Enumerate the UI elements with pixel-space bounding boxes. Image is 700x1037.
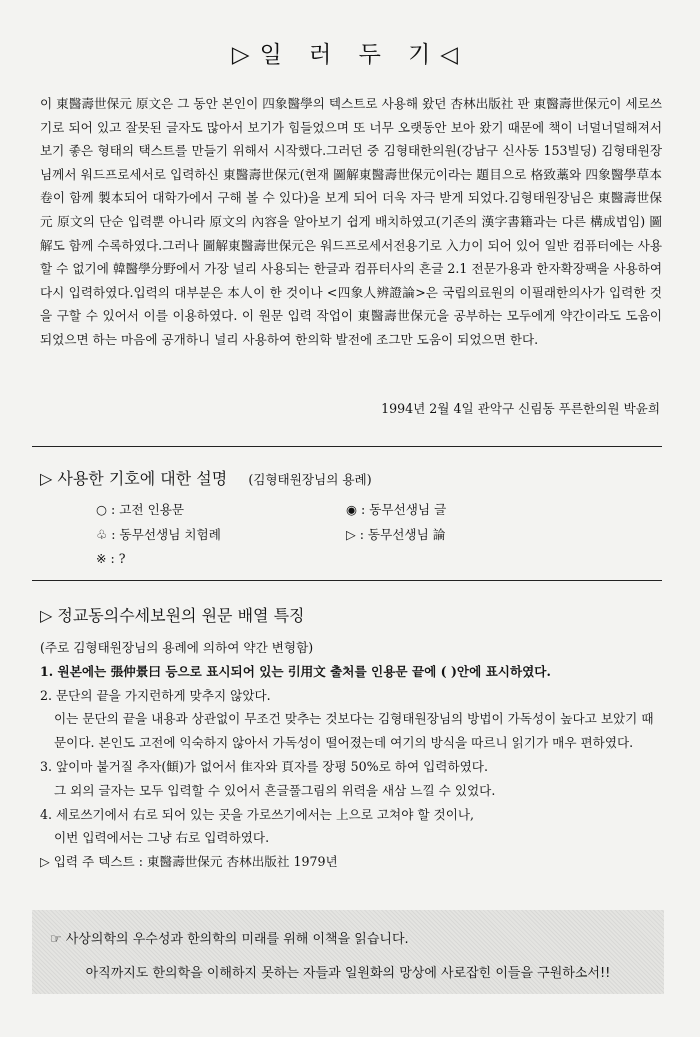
divider xyxy=(32,446,662,447)
preface-paragraph: 이 東醫壽世保元 原文은 그 동안 본인이 四象醫學의 텍스트로 사용해 왔던 杏林出版社 판 東醫壽世保元이 세로쓰기로 되어 있고 잘못된 글자도 많아서 보기가 힘들었으며 또 너무 오랫동안 보아 왔기 때문에 책이 너덜너덜해져서 보기 좋은 형태의 택스트를 만들기 위해서 시작했다.그러던 중 김형태한의원(강남구 신사동 153빌딩) 김형태원장님께서 워드프로세서로 입력하신 東醫壽世保元(현재 圖解東醫壽世保元이라는 題目으로 格致藁와 四象醫學草本卷이 함께 製本되어 대학가에서 구해 볼 수 있다)을 보게 되어 더욱 자극 받게 되었다.김형태원장님은 東醫壽世保元 原文의 단순 입력뿐 아니라 原文의 內容을 알아보기 쉽게 배치하였고(기존의 漢字書籍과는 다른 構成법임) 圖解도 함께 수록하였다.그러나 圖解東醫壽世保元은 워드프로세서전용기로 入力이 되어 있어 일반 컴퓨터에는 사용할 수 없기에 韓醫學分野에서 가장 널리 사용되는 한글과 컴퓨터사의 흔글 2.1 전문가용과 한자확장팩을 사용하여 다시 입력하였다.입력의 대부분은 本人이 한 것이나 <四象人辨證論>은 국립의료원의 이필래한의사가 입력한 것을 구할 수 있어서 이를 이용하였다. 이 원문 입력 작업이 東醫壽世保元을 공부하는 모두에게 약간이라도 도움이 되었으면 하는 마음에 공개하니 널리 사용하여 한의학 발전에 조그만 도움이 되었으면 한다. xyxy=(40,96,662,347)
layout-features-title: ▷ 정교동의수세보원의 원문 배열 특징 xyxy=(40,606,305,625)
list-item-3: 3. 앞이마 붙거질 추자(顀)가 없어서 隹자와 頁자를 장평 50%로 하여 입력하였다. xyxy=(40,758,488,774)
preface-signature: 1994년 2월 4일 관악구 신림동 푸른한의원 박윤희 xyxy=(381,401,660,416)
input-text-note: ▷ 입력 주 텍스트 : 東醫壽世保元 杏林出版社 1979년 xyxy=(40,854,338,870)
legend-row xyxy=(40,546,660,571)
legend-row xyxy=(40,521,660,546)
footer-banner xyxy=(32,910,664,994)
layout-features-list xyxy=(40,636,665,874)
legend-item-classic-quote: ○ : 고전 인용문 xyxy=(96,502,185,517)
legend-item-unknown: ※ : ? xyxy=(96,551,126,566)
symbols-subtitle: (김형태원장님의 용례) xyxy=(248,472,372,487)
list-item-3-detail: 그 외의 글자는 모두 입력할 수 있어서 흔글풀그림의 위력을 새삼 느낄 수 있었다. xyxy=(54,782,496,798)
legend-item-dongmu-case: ♧ : 동무선생님 치험례 xyxy=(96,527,221,542)
divider xyxy=(32,580,662,581)
legend-item-dongmu-writing: ◉ : 동무선생님 글 xyxy=(346,502,447,517)
list-item-4: 4. 세로쓰기에서 右로 되어 있는 곳을 가로쓰기에서는 上으로 고쳐야 할 것이나, xyxy=(40,806,475,822)
legend-item-dongmu-theory: ▷ : 동무선생님 論 xyxy=(346,527,446,542)
list-item-2: 2. 문단의 끝을 가지런하게 맞추지 않았다. xyxy=(40,687,271,703)
list-item-4-detail: 이번 입력에서는 그냥 右로 입력하였다. xyxy=(54,830,270,846)
page-title: ▷일 러 두 기◁ xyxy=(231,42,469,68)
legend-row xyxy=(40,496,660,521)
layout-note: (주로 김형태원장님의 용례에 의하여 약간 변형함) xyxy=(40,640,314,655)
symbols-title: ▷ 사용한 기호에 대한 설명 xyxy=(40,469,228,488)
symbols-legend xyxy=(40,496,660,571)
footer-line-1: ☞ 사상의학의 우수성과 한의학의 미래를 위해 이책을 읽습니다. xyxy=(50,932,409,947)
footer-line-2: 아직까지도 한의학을 이해하지 못하는 자들과 일원화의 망상에 사로잡힌 이들을 구원하소서!! xyxy=(85,966,611,981)
list-item-2-detail: 이는 문단의 끝을 내용과 상관없이 무조건 맞추는 것보다는 김형태원장님의 방법이 가독성이 높다고 보았기 때문이다. 본인도 고전에 익숙하지 않아서 가독성이 떨어졌는데 여기의 방식을 따르니 읽기가 매우 편하였다. xyxy=(54,711,654,751)
list-item-1: 1. 원본에는 張仲景曰 등으로 표시되어 있는 引用文 출처를 인용문 끝에 ( )안에 표시하였다. xyxy=(40,663,551,679)
symbols-section-heading xyxy=(40,466,372,489)
